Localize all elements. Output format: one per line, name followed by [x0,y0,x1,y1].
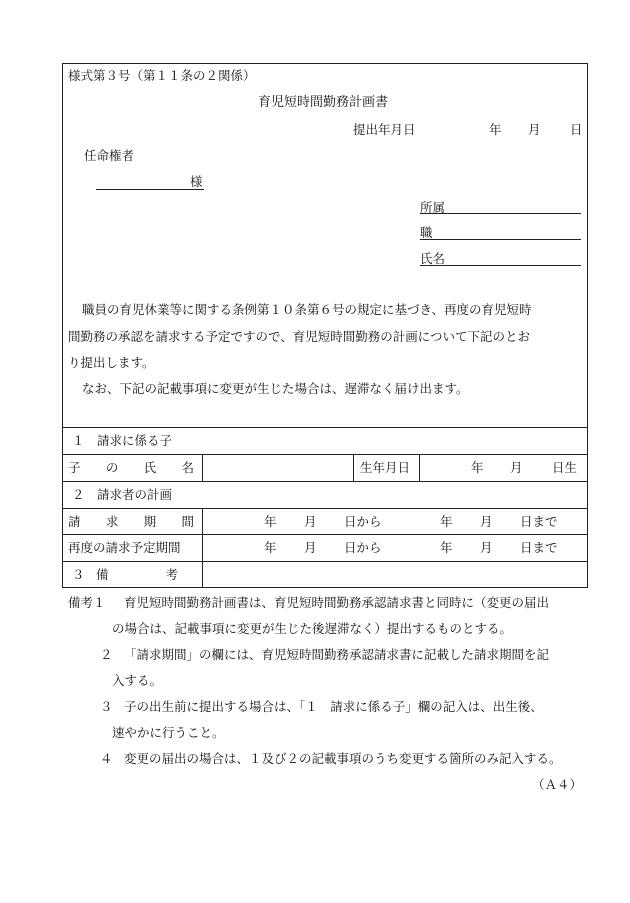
section3-number: ３ [72,567,85,582]
table-line-2 [62,454,588,455]
period-until-year: 年 [440,514,453,529]
section1-label: １ 請求に係る子 [72,433,173,448]
period-from-month: 月 [304,514,317,529]
honorific: 様 [190,174,203,189]
name-label: 氏名 [420,251,446,266]
name-line [420,265,581,266]
remarks-label: 備 考 [96,567,178,582]
table-divider-child-name [202,454,203,481]
notes-head: 備考１ [68,595,106,610]
re-until-year: 年 [440,540,453,555]
affiliation-label: 所属 [420,200,446,215]
submission-month: 月 [528,122,541,137]
note-2-line-1: 「請求期間」の欄には、育児短時間勤務承認請求書に記載した請求期間を記 [124,647,550,662]
period-from-year: 年 [264,514,277,529]
table-line-5 [62,534,588,535]
re-from-day: 日から [344,540,382,555]
re-from-month: 月 [304,540,317,555]
period-from-day: 日から [344,514,382,529]
table-divider-birth-right [419,454,420,481]
birth-day-suffix: 日生 [552,460,578,475]
period-until-day: 日まで [520,514,558,529]
body-text-line-3: り提出します。 [68,355,155,370]
note-2-line-2: 入する。 [112,673,163,688]
form-border-right [587,63,588,588]
position-label: 職 [420,225,433,240]
note-3-number: ３ [100,699,113,714]
period-until-month: 月 [480,514,493,529]
re-request-label: 再度の請求予定期間 [68,540,181,555]
table-line-4 [62,508,588,509]
birth-date-label: 生年月日 [360,460,411,475]
birth-month: 月 [510,460,523,475]
note-2-number: ２ [100,647,113,662]
table-divider-birth-left [353,454,354,481]
position-line [420,239,581,240]
note-3-line-2: 速やかに行うこと。 [112,725,225,740]
appointer-label: 任命権者 [84,148,135,163]
submission-day: 日 [570,122,583,137]
paper-size: （Ａ４） [532,777,583,792]
body-text-line-4: なお、下記の記載事項に変更が生じた場合は、遅滞なく届け出ます。 [82,381,469,396]
table-line-1 [62,427,588,428]
birth-year: 年 [471,460,484,475]
form-number: 様式第３号（第１１条の２関係） [68,68,256,83]
re-until-day: 日まで [520,540,558,555]
submission-year: 年 [489,122,502,137]
section2-label: ２ 請求者の計画 [72,487,173,502]
form-title: 育児短時間勤務計画書 [258,95,389,110]
body-text-line-2: 間勤務の承認を請求する予定ですので、育児短時間勤務の計画について下記のとお [68,329,531,344]
note-3-line-1: 子の出生前に提出する場合は、「１ 請求に係る子」欄の記入は、出生後、 [124,699,543,714]
affiliation-line [420,213,581,214]
table-line-3 [62,481,588,482]
submission-date-label: 提出年月日 [353,122,416,137]
note-1-line-1: 育児短時間勤務計画書は、育児短時間勤務承認請求書と同時に（変更の届出 [124,595,550,610]
re-until-month: 月 [480,540,493,555]
request-period-label: 請 求 期 間 [68,514,194,529]
note-4-line-1: 変更の届出の場合は、１及び２の記載事項のうち変更する箇所のみ記入する。 [124,751,562,766]
note-1-line-2: の場合は、記載事項に変更が生じた後遅滞なく）提出するものとする。 [112,621,513,636]
form-border-top [62,63,588,64]
body-text-line-1: 職員の育児休業等に関する条例第１０条第６号の規定に基づき、再度の育児短時 [82,302,532,317]
table-divider-period [202,508,203,587]
appointer-name-line [96,189,204,190]
form-border-bottom [62,587,588,588]
re-from-year: 年 [264,540,277,555]
table-line-6 [62,561,588,562]
child-name-label: 子 の 氏 名 [68,460,194,475]
form-border-left [62,63,63,588]
note-4-number: ４ [100,751,113,766]
